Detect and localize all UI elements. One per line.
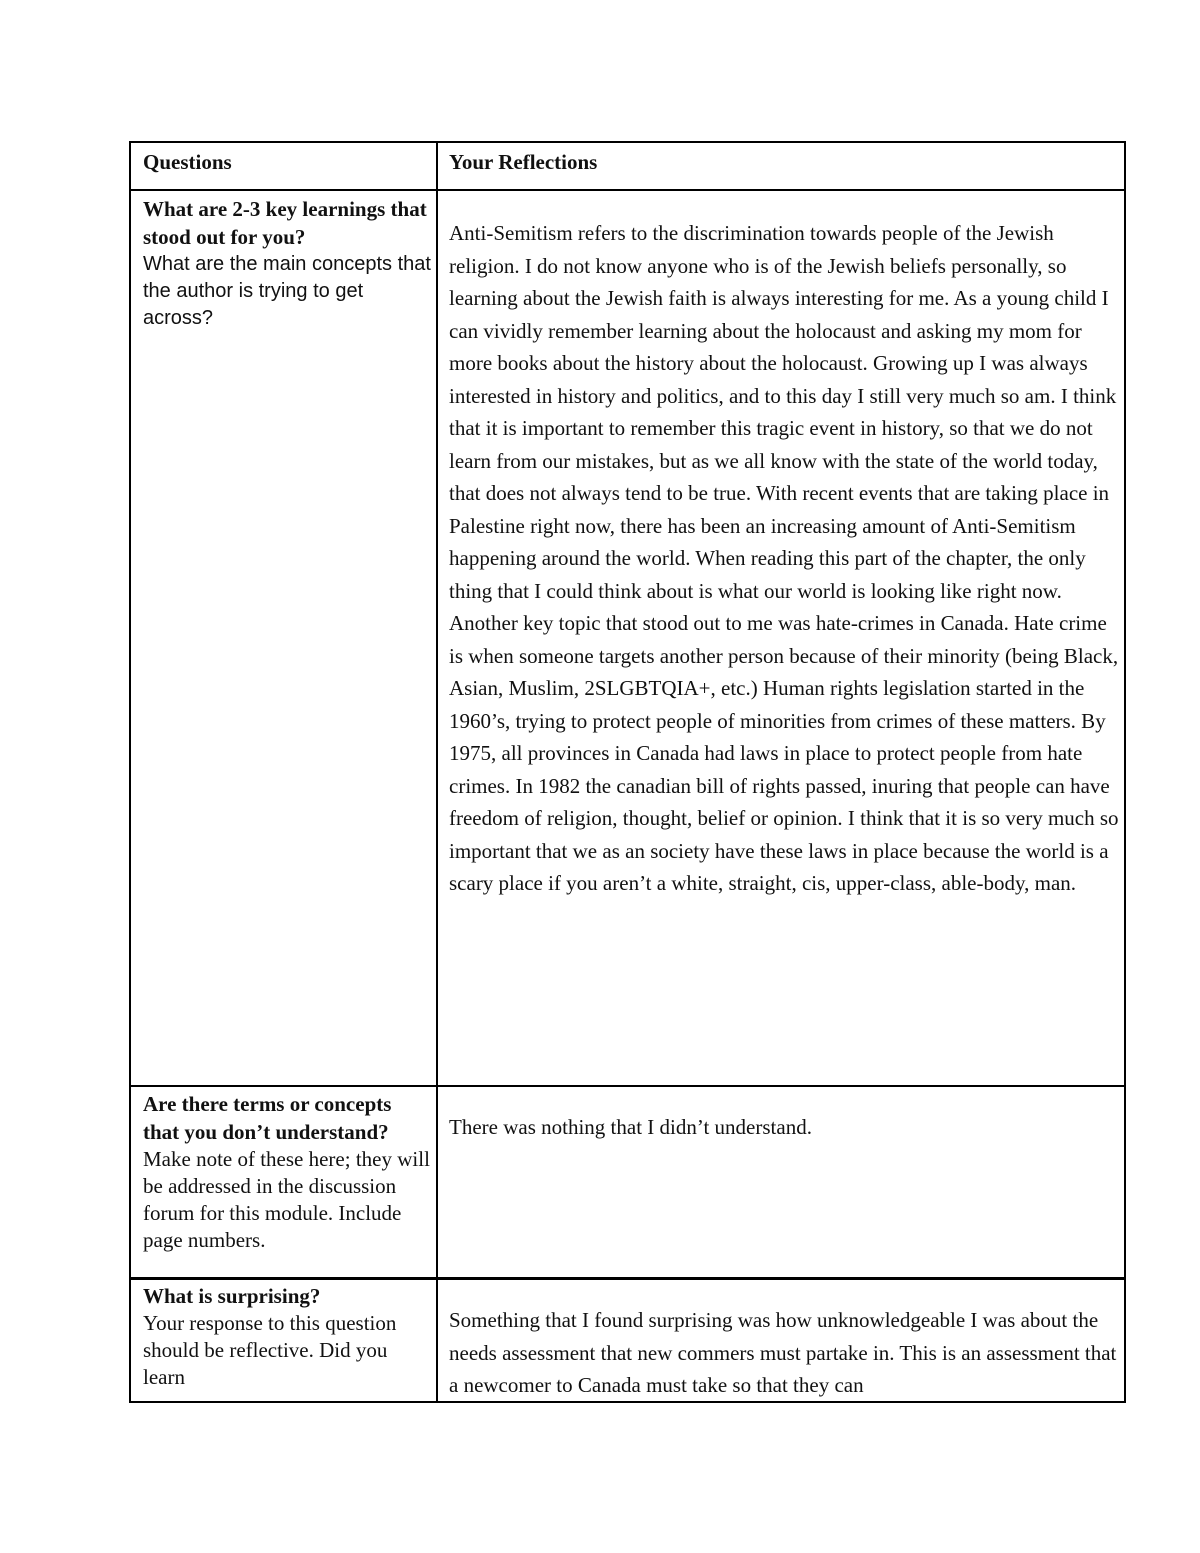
question-prompt-2: Make note of these here; they will be addressed in the discussion forum for this module. Include page numbers. [143,1147,430,1252]
column-divider [436,143,438,1401]
question-title-3: What is surprising? [143,1284,321,1308]
reflections-header: Your Reflections [449,150,598,174]
question-cell-3 [143,1282,431,1391]
questions-header: Questions [143,150,232,174]
answer-text-3: Something that I found surprising was how unknowledgeable I was about the needs assessment that new commers must partake in. This is an assessment that a newcomer to Canada must take so that they can [449,1308,1117,1397]
question-title-2: Are there terms or concepts that you don’t understand? [143,1092,392,1144]
question-title-1: What are 2-3 key learnings that stood out for you? [143,197,427,249]
row-divider-header [131,189,1124,191]
question-prompt-3: Your response to this question should be reflective. Did you learn [143,1311,397,1389]
reflection-table [129,141,1126,1403]
row-divider-1 [131,1085,1124,1087]
question-prompt-1: What are the main concepts that the author is trying to get across? [143,253,431,329]
question-cell-1 [143,195,431,332]
row-divider-2 [131,1277,1124,1280]
answer-text-2: There was nothing that I didn’t understand. [449,1115,812,1139]
question-cell-2 [143,1090,431,1254]
answer-text-1: Anti-Semitism refers to the discrimination towards people of the Jewish religion. I do not know anyone who is of the Jewish beliefs personally, so learning about the Jewish faith is always interesting for me. As a young child I can vividly remember learning about the holocaust and asking my mom for more books about the history about the holocaust. Growing up I was always interested in history and politics, and to this day I still very much so am. I think that it is important to remember this tragic event in history, so that we do not learn from our mistakes, but as we all know with the state of the world today, that does not always tend to be true. With recent events that are taking place in Palestine right now, there has been an increasing amount of Anti-Semitism happening around the world. When reading this part of the chapter, the only thing that I could think about is what our world is looking like right now. Another key topic that stood out to me was hate-crimes in Canada. Hate crime is when someone targets another person because of their minority (being Black, Asian, Muslim, 2SLGBTQIA+, etc.) Human rights legislation started in the 1960’s, trying to protect people of minorities from crimes of these matters. By 1975, all provinces in Canada had laws in place to protect people from hate crimes. In 1982 the canadian bill of rights passed, inuring that people can have freedom of religion, thought, belief or opinion. I think that it is so very much so important that we as an society have these laws in place because the world is a scary place if you aren’t a white, straight, cis, upper-class, able-body, man. [449,221,1119,895]
